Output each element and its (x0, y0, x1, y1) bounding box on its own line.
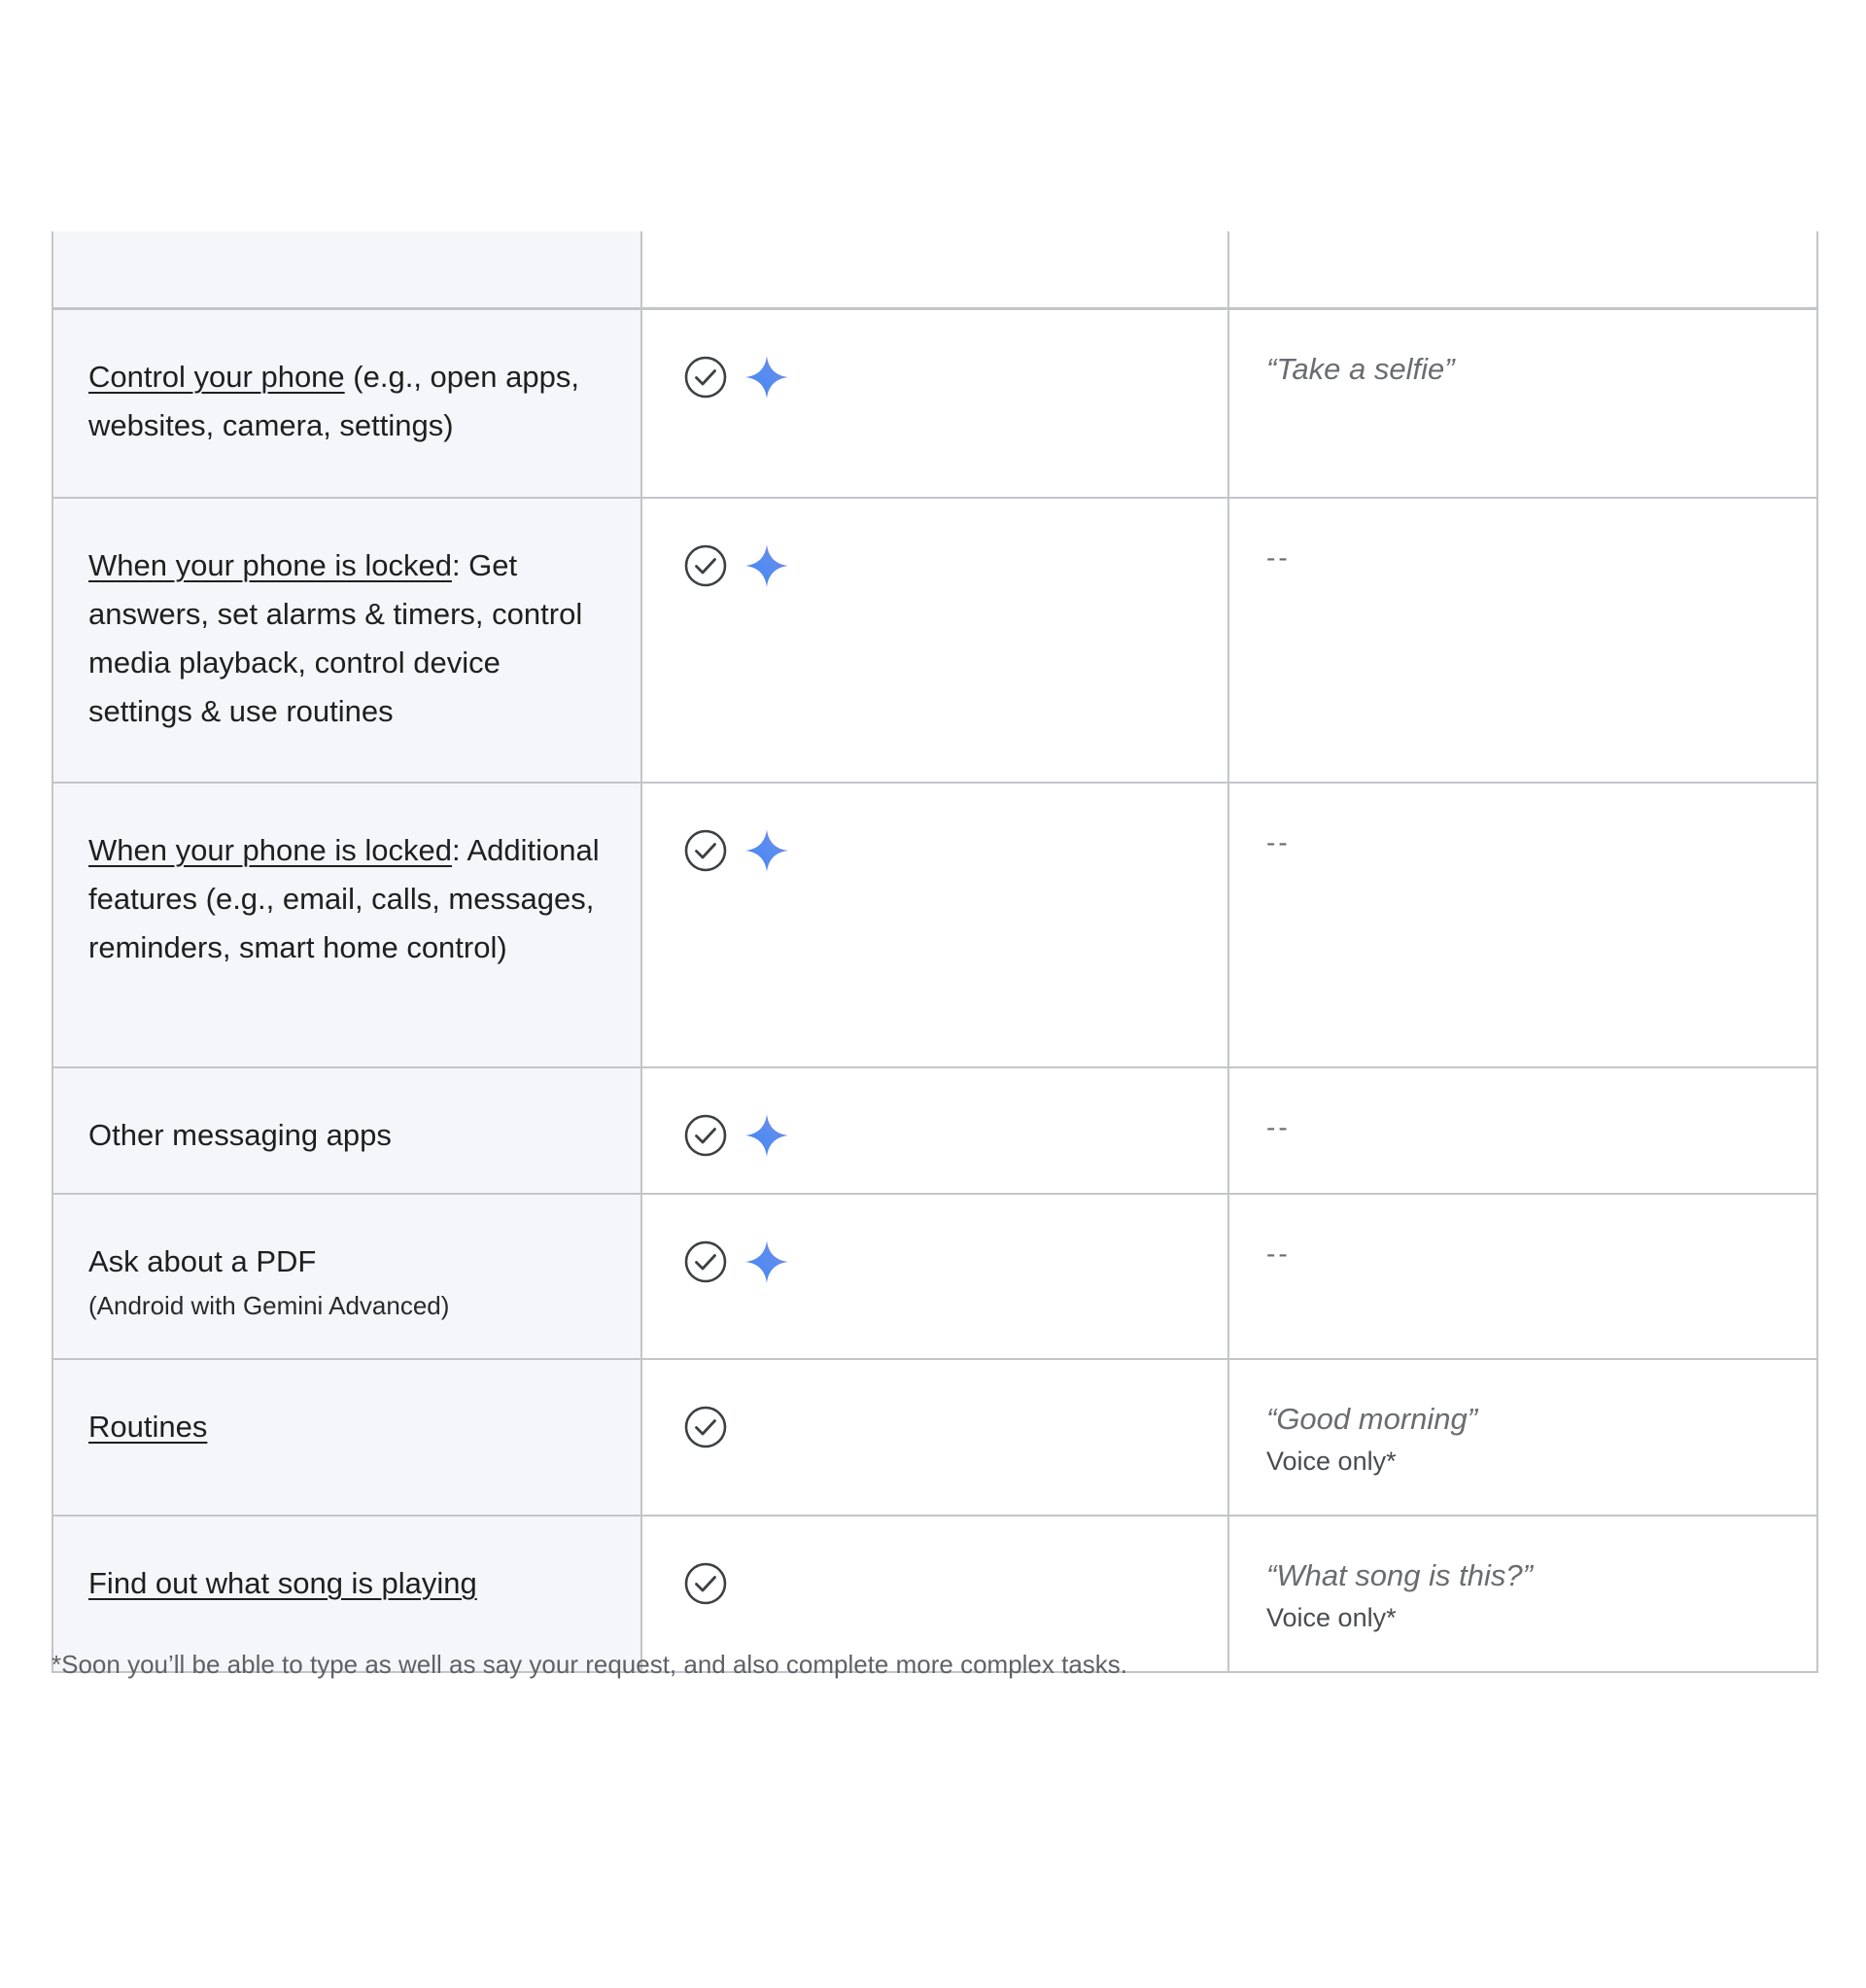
gemini-sparkle-icon (743, 827, 790, 874)
feature-description: (e.g., open apps, websites, camera, settings) (88, 360, 579, 442)
routines-link[interactable]: Routines (88, 1409, 208, 1444)
example-dash: -- (1266, 826, 1291, 857)
support-cell (641, 498, 1228, 783)
gemini-sparkle-icon (743, 542, 790, 589)
table-row (52, 309, 1817, 498)
check-circle-icon (683, 355, 728, 400)
feature-description: Other messaging apps (88, 1117, 392, 1152)
feature-cell (52, 1359, 641, 1516)
example-cell (1228, 1194, 1817, 1359)
example-note: Voice only* (1266, 1446, 1397, 1476)
feature-description: : Get answers, set alarms & timers, control media playback, control device settings & use routines (88, 547, 583, 728)
feature-cell (52, 498, 641, 783)
feature-subtext: (Android with Gemini Advanced) (88, 1290, 450, 1320)
example-cell (1228, 1067, 1817, 1194)
feature-description: Ask about a PDF (88, 1243, 317, 1278)
table-row (52, 1359, 1817, 1516)
example-dash: -- (1266, 1111, 1291, 1142)
gemini-sparkle-icon (743, 1112, 790, 1159)
find-song-link[interactable]: Find out what song is playing (88, 1565, 477, 1600)
check-circle-icon (683, 543, 728, 588)
feature-cell (52, 1194, 641, 1359)
table-row (52, 498, 1817, 783)
example-dash: -- (1266, 1238, 1291, 1269)
check-circle-icon (683, 828, 728, 873)
table-row (52, 1194, 1817, 1359)
check-circle-icon (683, 1113, 728, 1158)
footnote: *Soon you’ll be able to type as well as say your request, and also complete more complex tasks. (52, 1650, 1128, 1679)
support-cell (641, 1194, 1228, 1359)
table-row (52, 783, 1817, 1067)
gemini-sparkle-icon (743, 354, 790, 401)
example-quote: “What song is this?” (1266, 1557, 1533, 1592)
support-cell (641, 783, 1228, 1067)
phone-locked-link[interactable]: When your phone is locked (88, 832, 452, 867)
example-quote: “Good morning” (1266, 1401, 1478, 1436)
check-circle-icon (683, 1239, 728, 1284)
support-cell (641, 309, 1228, 498)
example-cell (1228, 309, 1817, 498)
feature-comparison-table (52, 231, 1818, 1673)
example-cell (1228, 1516, 1817, 1672)
support-cell (641, 1067, 1228, 1194)
check-circle-icon (683, 1561, 728, 1606)
control-your-phone-link[interactable]: Control your phone (88, 360, 345, 394)
example-cell (1228, 1359, 1817, 1516)
support-cell (641, 1359, 1228, 1516)
example-cell (1228, 783, 1817, 1067)
example-dash: -- (1266, 541, 1291, 573)
feature-cell (52, 231, 641, 309)
support-cell (641, 231, 1228, 309)
feature-cell (52, 309, 641, 498)
phone-locked-link[interactable]: When your phone is locked (88, 547, 452, 582)
example-quote: “Take a selfie” (1266, 352, 1455, 386)
example-note: Voice only* (1266, 1602, 1397, 1632)
gemini-sparkle-icon (743, 1238, 790, 1285)
check-circle-icon (683, 1405, 728, 1449)
example-cell (1228, 498, 1817, 783)
table-row-cutoff (52, 231, 1817, 309)
table-row (52, 1067, 1817, 1194)
feature-cell (52, 1067, 641, 1194)
feature-description: : Additional features (e.g., email, calls, messages, reminders, smart home control) (88, 832, 600, 964)
example-cell (1228, 231, 1817, 309)
feature-cell (52, 783, 641, 1067)
